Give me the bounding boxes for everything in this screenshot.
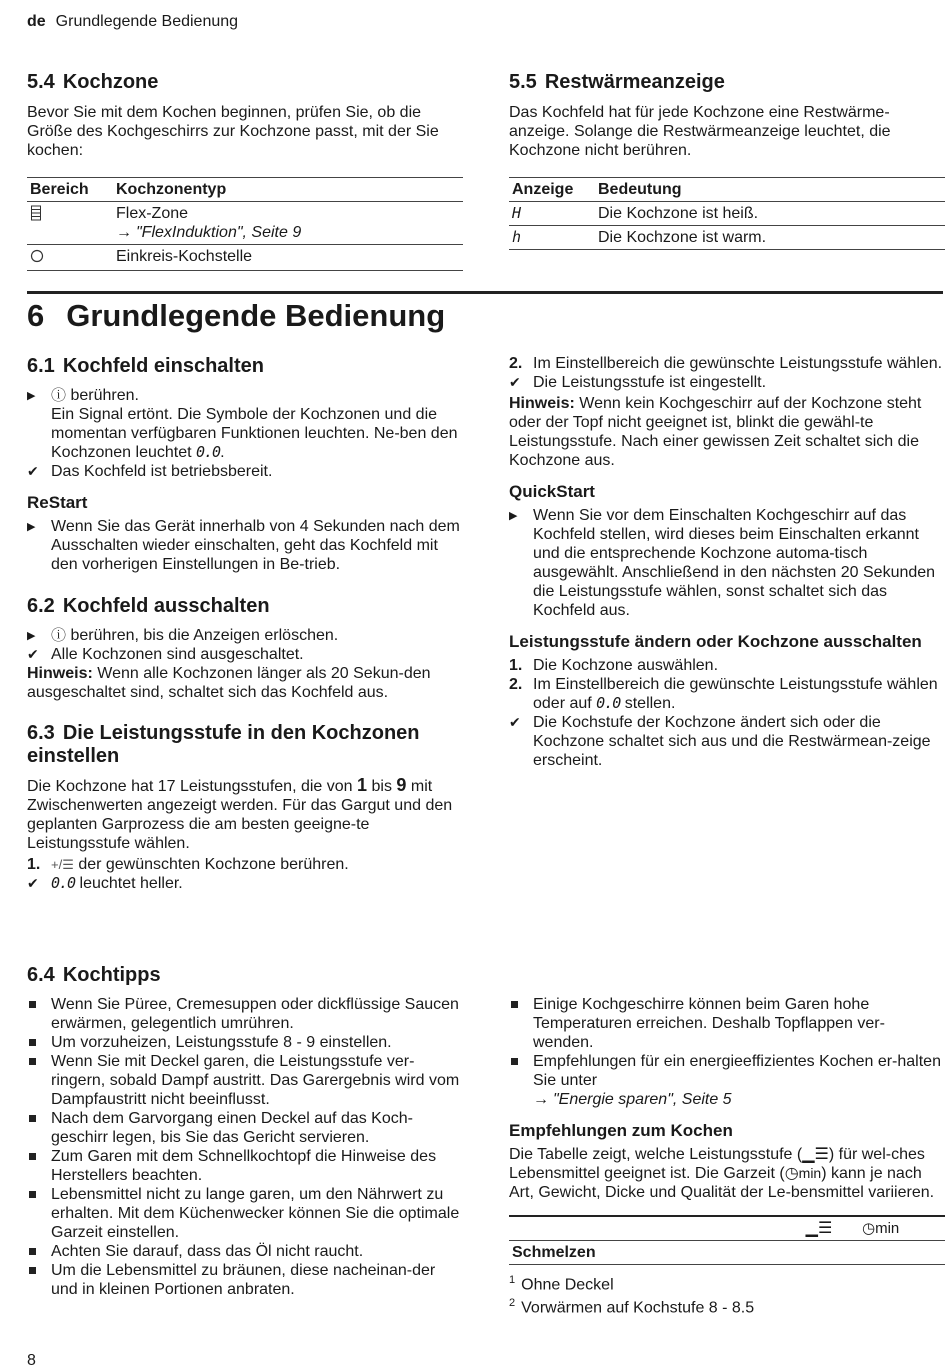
result-step: ✔ Die Kochstufe der Kochzone ändert sich oder die Kochzone schaltet sich aus und die Restwärmean-zeige erscheint.	[509, 714, 931, 769]
circle-icon	[30, 249, 44, 263]
instruction-step: 2. Im Einstellbereich die gewünschte Leistungsstufe wählen.	[509, 355, 943, 372]
section-title: 5.5 Restwärmeanzeige	[509, 71, 725, 93]
list-item: Lebensmittel nicht zu lange garen, um den Nährwert zu erhalten. Mit dem Küchenwecker können Sie die optimale Garzeit einstellen.	[27, 1185, 463, 1242]
page-header	[27, 12, 238, 31]
zone-type: Flex-Zone	[116, 205, 189, 222]
result-step: ✔ Das Kochfeld ist betriebsbereit.	[27, 463, 273, 480]
col-header: Kochzonentyp	[113, 178, 463, 202]
section-5-4	[27, 70, 463, 271]
section-5-5	[509, 70, 945, 250]
section-6-4-right	[509, 995, 945, 1318]
footnotes	[509, 1271, 945, 1318]
list-item: Wenn Sie mit Deckel garen, die Leistungsstufe ver-ringern, sobald Dampf austritt. Das Garergebnis wird vom Dampfaustritt nicht beeinflusst.	[27, 1052, 463, 1109]
section-6-4	[27, 963, 463, 1299]
table-row	[509, 202, 945, 226]
result-step: ✔ 0.0 leuchtet heller.	[27, 874, 183, 892]
footnote: $^2$ Vorwärmen auf Kochstufe 8 - 8.5	[509, 1297, 755, 1317]
chapter-title: 6 Grundlegende Bedienung	[27, 298, 446, 333]
list-item: Um vorzuheizen, Leistungsstufe 8 - 9 einstellen.	[27, 1033, 463, 1052]
list-item: Einige Kochgeschirre können beim Garen hohe Temperaturen erreichen. Deshalb Topflappen ver-wenden.	[509, 995, 945, 1052]
instruction-step: ▶ Wenn Sie das Gerät innerhalb von 4 Sekunden nach dem Ausschalten wieder einschalten, geht das Kochfeld mit den vorherigen Einstellungen in Be-trieb.	[27, 518, 460, 573]
subsection-title: ReStart	[27, 493, 88, 512]
section-intro: Das Kochfeld hat für jede Kochzone eine Restwärme-anzeige. Solange die Restwärmeanzeige leuchtet, die Kochzone nicht berühren.	[509, 104, 891, 159]
list-item: Nach dem Garvorgang einen Deckel auf das Koch-geschirr legen, bis Sie das Gericht servieren.	[27, 1109, 463, 1147]
chapter-left-column	[27, 354, 463, 893]
plus-minus-icon: +/☰	[51, 857, 74, 872]
clock-icon: ◷	[784, 1165, 799, 1182]
list-item: Achten Sie darauf, dass das Öl nicht raucht.	[27, 1242, 463, 1261]
list-item: Zum Garen mit dem Schnellkochtopf die Hinweise des Herstellers beachten.	[27, 1147, 463, 1185]
symbol-meaning: Die Kochzone ist heiß.	[595, 202, 945, 226]
section-title: 5.4 Kochzone	[27, 71, 159, 93]
tips-list	[27, 995, 463, 1299]
col-header: Anzeige	[509, 178, 595, 202]
cross-reference-link[interactable]: → "Energie sparen", Seite 5	[533, 1091, 732, 1108]
col-header: Bedeutung	[595, 178, 945, 202]
section-title: 6.1 Kochfeld einschalten	[27, 355, 264, 377]
table-row	[27, 245, 463, 271]
list-item: Empfehlungen für ein energieeffizientes Kochen er-halten Sie unter → "Energie sparen", Seite 5	[509, 1052, 945, 1109]
cross-reference-link[interactable]: → "FlexInduktion", Seite 9	[116, 224, 302, 241]
header-lang: de	[27, 13, 46, 30]
symbol-meaning: Die Kochzone ist warm.	[595, 226, 945, 250]
instruction-step: 1. Die Kochzone auswählen.	[509, 657, 719, 674]
section-intro: Die Kochzone hat 17 Leistungsstufen, die von 1 bis 9 mit Zwischenwerten angezeigt werden. Für das Gargut und den geplanten Garprozess die am besten geeigne-te Leistungsstufe wählen.	[27, 775, 453, 852]
zone-type: Einkreis-Kochstelle	[113, 245, 463, 271]
flex-zone-icon	[30, 205, 42, 221]
hint-note: Hinweis: Wenn alle Kochzonen länger als 20 Sekun-den ausgeschaltet sind, schaltet sich das Kochfeld aus.	[27, 665, 431, 701]
col-header: Bereich	[27, 178, 113, 202]
instruction-step: ▶ Wenn Sie vor dem Einschalten Kochgeschirr auf das Kochfeld stellen, wird dieses beim Einschalten erkannt und die entsprechende Kochzone automa-tisch ausgewählt. Anschließend in den nächsten 20 Sekunden die Leistungsstufe wählen, sonst schaltet sich das Kochfeld aus.	[509, 507, 936, 619]
cooking-table	[509, 1215, 945, 1265]
chapter-right-column	[509, 354, 945, 770]
clock-icon: ◷	[862, 1220, 876, 1237]
section-intro: Bevor Sie mit dem Kochen beginnen, prüfen Sie, ob die Größe des Kochgeschirrs zur Kochzone passt, mit der Sie kochen:	[27, 104, 439, 159]
power-icon: ⓘ	[51, 387, 67, 404]
chapter-divider	[27, 291, 943, 294]
recommendation-text: Die Tabelle zeigt, welche Leistungsstufe (▁☰) für wel-ches Lebensmittel geeignet ist. Die Garzeit (◷min) kann je nach Art, Gewicht, Dicke und Qualität der Le-bensmittel variieren.	[509, 1146, 935, 1201]
page-number: 8	[27, 1352, 36, 1369]
col-header: min	[875, 1220, 900, 1237]
result-step: ✔ Alle Kochzonen sind ausgeschaltet.	[27, 646, 304, 663]
power-level-icon: ▁☰	[779, 1216, 859, 1241]
instruction-step: 1. +/☰ der gewünschten Kochzone berühren.	[27, 856, 349, 873]
display-symbol: H	[509, 202, 595, 226]
section-title: 6.4 Kochtipps	[27, 964, 161, 986]
hint-note: Hinweis: Wenn kein Kochgeschirr auf der Kochzone steht oder der Topf nicht geeignet ist, blinkt die gewähl-te Leistungsstufe. Nach einer gewissen Zeit schaltet sich die Kochzone aus.	[509, 395, 922, 469]
power-level-icon: ▁☰	[802, 1146, 829, 1163]
residual-heat-table	[509, 177, 945, 250]
section-title: 6.3 Die Leistungsstufe in den Kochzonen einstellen	[27, 722, 420, 767]
header-title: Grundlegende Bedienung	[55, 13, 239, 30]
food-group: Schmelzen	[509, 1241, 945, 1265]
list-item: Wenn Sie Püree, Cremesuppen oder dickflüssige Saucen erwärmen, gelegentlich umrühren.	[27, 995, 463, 1033]
instruction-step: ▶ ⓘ berühren, bis die Anzeigen erlöschen.	[27, 627, 339, 644]
subsection-title: Leistungsstufe ändern oder Kochzone ausschalten	[509, 632, 922, 651]
zone-table	[27, 177, 463, 271]
list-item: Um die Lebensmittel zu bräunen, diese nacheinan-der und in kleinen Portionen anbraten.	[27, 1261, 463, 1299]
footnote: $^1$ Ohne Deckel	[509, 1274, 614, 1294]
table-row	[509, 226, 945, 250]
section-title: 6.2 Kochfeld ausschalten	[27, 595, 270, 617]
subsection-title: Empfehlungen zum Kochen	[509, 1121, 733, 1140]
result-step: ✔ Die Leistungsstufe ist eingestellt.	[509, 374, 767, 391]
table-row	[509, 1241, 945, 1265]
instruction-step: ▶ ⓘ berühren. Ein Signal ertönt. Die Symbole der Kochzonen und die momentan verfügbaren Funktionen leuchten. Ne-ben den Kochzonen leuchtet 0.0.	[27, 387, 458, 461]
instruction-step: 2. Im Einstellbereich die gewünschte Leistungsstufe wählen oder auf 0.0 stellen.	[509, 676, 938, 712]
power-icon: ⓘ	[51, 627, 67, 644]
display-zero: 0.0	[51, 874, 76, 892]
subsection-title: QuickStart	[509, 482, 595, 501]
display-zero: 0.0	[196, 443, 221, 461]
display-zero: 0.0	[596, 694, 621, 712]
table-row	[27, 202, 463, 245]
display-symbol: h	[509, 226, 595, 250]
